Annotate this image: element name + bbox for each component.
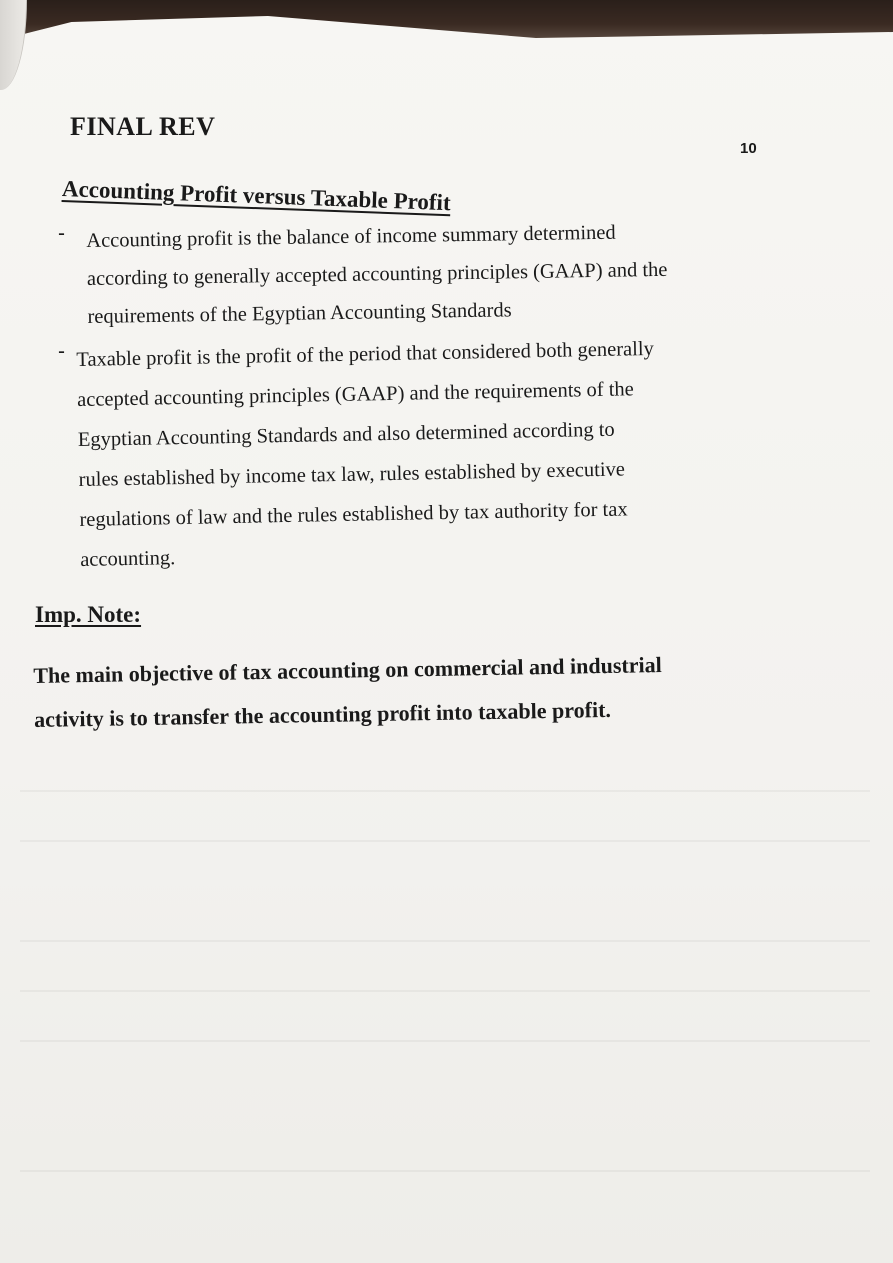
page-corner-curl [0, 0, 27, 90]
paragraph-line: Taxable profit is the profit of the period that considered both generally [76, 337, 655, 371]
bleed-through-line [20, 940, 870, 942]
page-top-shadow [0, 0, 893, 40]
paragraph-line: accepted accounting principles (GAAP) and the requirements of the [76, 378, 634, 411]
paragraph-line: regulations of law and the rules established by tax authority for tax [79, 498, 628, 531]
paragraph-line: rules established by income tax law, rules established by executive [78, 458, 626, 491]
note-line: activity is to transfer the accounting profit into taxable profit. [33, 696, 612, 732]
bullet-paragraph-taxable-profit [76, 326, 800, 580]
bleed-through-line [20, 790, 870, 792]
section-heading: Accounting Profit versus Taxable Profit [61, 176, 452, 216]
bleed-through-line [20, 840, 870, 842]
bleed-through-line [20, 1040, 870, 1042]
paragraph-line: accounting. [80, 547, 176, 571]
paragraph-line: Egyptian Accounting Standards and also determined according to [77, 418, 615, 451]
note-label: Imp. Note: [35, 602, 142, 627]
page-number: 10 [740, 140, 757, 157]
bullet-marker: - [58, 222, 65, 245]
bleed-through-line [20, 990, 870, 992]
bullet-marker: - [58, 340, 65, 363]
paragraph-line: Accounting profit is the balance of income summary determined [86, 221, 616, 252]
bullet-paragraph-accounting-profit [86, 211, 778, 336]
document-title: FINAL REV [70, 112, 216, 141]
note-text [33, 640, 834, 742]
note-line: The main objective of tax accounting on commercial and industrial [33, 652, 662, 688]
paragraph-line: according to generally accepted accounting principles (GAAP) and the [86, 258, 668, 290]
paragraph-line: requirements of the Egyptian Accounting Standards [87, 299, 512, 328]
bleed-through-line [20, 1170, 870, 1172]
